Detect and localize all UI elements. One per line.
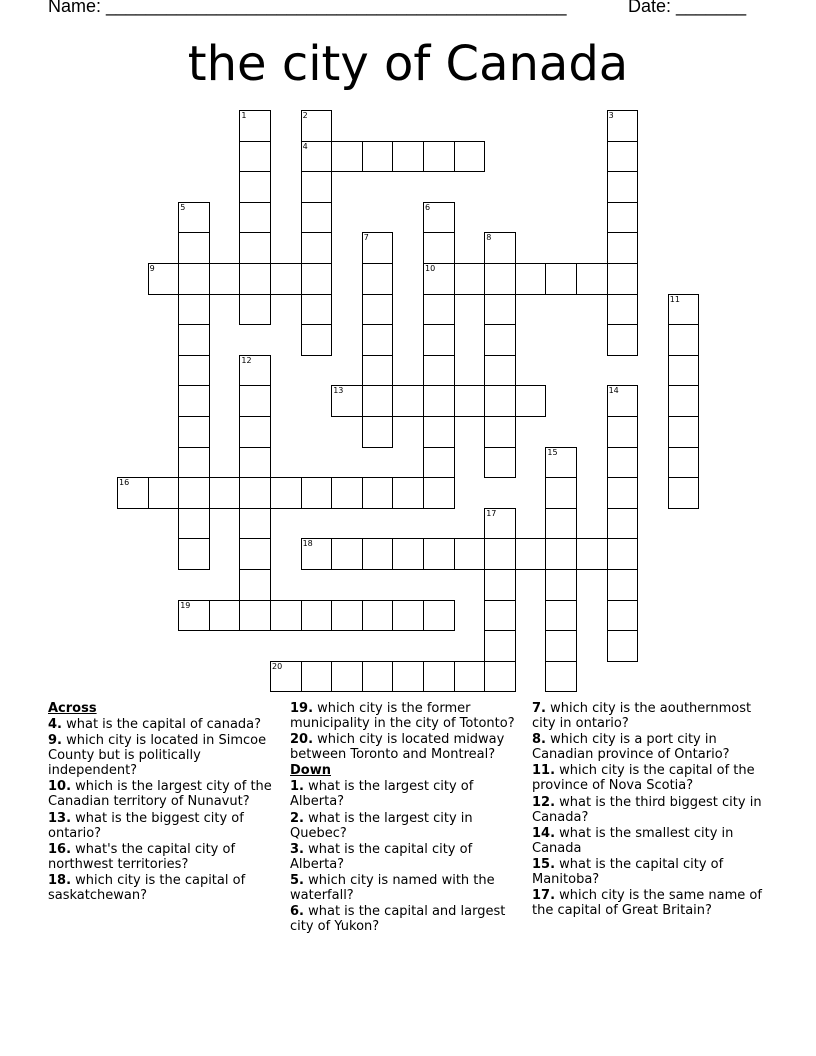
grid-cell[interactable]	[423, 477, 455, 509]
down-clue	[532, 857, 764, 887]
clue-number: 2.	[290, 810, 304, 826]
clue-text: what is the biggest city of ontario?	[48, 810, 244, 841]
clue-number-label: 9	[149, 264, 155, 273]
grid-cell[interactable]	[607, 324, 639, 356]
clue-number: 1.	[290, 779, 304, 795]
grid-cell[interactable]	[545, 477, 577, 509]
down-clue	[290, 811, 522, 841]
grid-cell[interactable]	[239, 171, 271, 203]
grid-cell[interactable]	[209, 600, 241, 632]
clue-text: what is the capital and largest city of Yukon?	[290, 904, 506, 935]
clue-text: what is the capital city of Manitoba?	[532, 856, 724, 887]
grid-cell[interactable]	[301, 171, 333, 203]
grid-cell[interactable]	[607, 141, 639, 173]
grid-cell[interactable]	[392, 141, 424, 173]
grid-cell[interactable]	[484, 355, 516, 387]
clue-number: 7.	[532, 701, 546, 716]
grid-cell[interactable]	[362, 385, 394, 417]
grid-cell[interactable]	[668, 385, 700, 417]
clue-text: what is the smallest city in Canada	[532, 825, 734, 856]
clue-number-label: 15	[547, 447, 558, 457]
grid-cell[interactable]	[607, 385, 639, 417]
grid-cell[interactable]	[607, 508, 639, 540]
grid-cell[interactable]	[423, 416, 455, 448]
grid-cell[interactable]	[239, 600, 271, 632]
clue-text: which city is the same name of the capital of Great Britain?	[532, 888, 762, 919]
grid-cell[interactable]	[392, 600, 424, 632]
grid-cell[interactable]	[607, 569, 639, 601]
grid-cell[interactable]	[607, 477, 639, 509]
grid-cell[interactable]	[423, 661, 455, 693]
grid-cell[interactable]	[423, 232, 455, 264]
grid-cell[interactable]	[301, 324, 333, 356]
grid-cell[interactable]	[362, 416, 394, 448]
grid-cell[interactable]	[178, 508, 210, 540]
grid-cell[interactable]	[423, 447, 455, 479]
down-clue	[532, 701, 764, 731]
grid-cell[interactable]	[301, 202, 333, 234]
grid-cell[interactable]	[484, 569, 516, 601]
clue-number: 5.	[290, 872, 304, 888]
clue-number-label: 4	[302, 141, 308, 151]
down-clue	[290, 904, 522, 934]
clue-text: what is the largest city in Quebec?	[290, 810, 473, 841]
grid-cell[interactable]	[484, 324, 516, 356]
grid-cell[interactable]	[668, 294, 700, 326]
clue-number-label: 14	[608, 386, 619, 396]
across-clue	[48, 717, 280, 732]
grid-cell[interactable]	[607, 171, 639, 203]
clues-column-3	[532, 701, 764, 919]
grid-cell[interactable]	[178, 416, 210, 448]
clue-text: what is the capital city of Alberta?	[290, 841, 473, 872]
grid-cell[interactable]	[484, 416, 516, 448]
grid-cell[interactable]	[178, 202, 210, 234]
clue-text: which city is the aouthernmost city in ontario?	[532, 701, 752, 731]
grid-cell[interactable]	[331, 661, 363, 693]
grid-cell[interactable]	[423, 324, 455, 356]
grid-cell[interactable]	[392, 538, 424, 570]
across-clue	[48, 811, 280, 841]
grid-cell[interactable]	[239, 569, 271, 601]
grid-cell[interactable]	[576, 263, 608, 295]
grid-cell[interactable]	[209, 477, 241, 509]
grid-cell[interactable]	[239, 355, 271, 387]
grid-cell[interactable]	[484, 447, 516, 479]
grid-cell[interactable]	[454, 538, 486, 570]
grid-cell[interactable]	[484, 661, 516, 693]
grid-cell[interactable]	[668, 416, 700, 448]
grid-cell[interactable]	[668, 355, 700, 387]
puzzle-title: the city of Canada	[187, 36, 629, 92]
clue-text: which city is located in Simcoe County but is politically independent?	[48, 733, 267, 779]
grid-cell[interactable]	[545, 538, 577, 570]
grid-cell[interactable]	[239, 110, 271, 142]
grid-cell[interactable]	[362, 324, 394, 356]
grid-cell[interactable]	[607, 538, 639, 570]
down-clue	[290, 779, 522, 809]
grid-cell[interactable]	[362, 600, 394, 632]
clue-number: 13.	[48, 810, 72, 826]
clue-section-heading: Down	[290, 763, 331, 779]
grid-cell[interactable]	[607, 630, 639, 662]
clue-text: which city is named with the waterfall?	[290, 872, 495, 903]
grid-cell[interactable]	[545, 569, 577, 601]
grid-cell[interactable]	[178, 447, 210, 479]
grid-cell[interactable]	[270, 661, 302, 693]
grid-cell[interactable]	[178, 294, 210, 326]
grid-cell[interactable]	[515, 385, 547, 417]
grid-cell[interactable]	[484, 232, 516, 264]
grid-cell[interactable]	[484, 385, 516, 417]
clue-number-label: 17	[486, 508, 497, 518]
grid-cell[interactable]	[484, 508, 516, 540]
grid-cell[interactable]	[607, 600, 639, 632]
grid-cell[interactable]	[607, 202, 639, 234]
grid-cell[interactable]	[484, 538, 516, 570]
grid-cell[interactable]	[607, 232, 639, 264]
clue-number-label: 2	[302, 111, 308, 120]
grid-cell[interactable]	[484, 294, 516, 326]
grid-cell[interactable]	[301, 538, 333, 570]
grid-cell[interactable]	[423, 141, 455, 173]
clue-number: 9.	[48, 733, 62, 749]
across-clue	[48, 779, 280, 809]
grid-cell[interactable]	[362, 477, 394, 509]
grid-cell[interactable]	[362, 661, 394, 693]
across-clue	[48, 873, 280, 903]
clue-number-label: 7	[363, 233, 369, 243]
clue-text: what is the capital of canada?	[61, 717, 262, 732]
clue-number-label: 3	[608, 111, 614, 120]
grid-cell[interactable]	[331, 538, 363, 570]
grid-cell[interactable]	[484, 263, 516, 295]
grid-cell[interactable]	[362, 538, 394, 570]
grid-cell[interactable]	[331, 600, 363, 632]
clue-number-label: 5	[180, 202, 186, 212]
clue-number: 6.	[290, 904, 304, 920]
clue-text: what is the third biggest city in Canada?	[532, 794, 762, 825]
clue-text: which city is the former municipality in the city of Totonto?	[290, 701, 515, 731]
clue-number: 19.	[290, 701, 314, 716]
grid-cell[interactable]	[239, 416, 271, 448]
grid-cell[interactable]	[484, 600, 516, 632]
clue-number-label: 10	[425, 264, 436, 273]
grid-cell[interactable]	[668, 324, 700, 356]
clue-number: 20.	[290, 732, 314, 748]
down-clue	[532, 826, 764, 856]
grid-cell[interactable]	[423, 263, 455, 295]
clue-number-label: 18	[302, 539, 313, 549]
grid-cell[interactable]	[178, 600, 210, 632]
grid-cell[interactable]	[239, 232, 271, 264]
clue-section-heading: Across	[48, 701, 97, 716]
clue-number-label: 6	[425, 202, 431, 212]
grid-cell[interactable]	[239, 447, 271, 479]
clue-number: 8.	[532, 732, 546, 748]
grid-cell[interactable]	[607, 110, 639, 142]
down-clue	[532, 795, 764, 825]
grid-cell[interactable]	[148, 263, 180, 295]
clue-number: 18.	[48, 872, 72, 888]
grid-cell[interactable]	[178, 355, 210, 387]
grid-cell[interactable]	[545, 263, 577, 295]
down-clue	[290, 842, 522, 872]
grid-cell[interactable]	[423, 538, 455, 570]
grid-cell[interactable]	[545, 600, 577, 632]
grid-cell[interactable]	[239, 202, 271, 234]
clue-number: 15.	[532, 856, 556, 872]
clue-text: what is the largest city of Alberta?	[290, 779, 474, 810]
grid-cell[interactable]	[454, 141, 486, 173]
grid-cell[interactable]	[178, 538, 210, 570]
grid-cell[interactable]	[301, 477, 333, 509]
grid-cell[interactable]	[484, 630, 516, 662]
grid-cell[interactable]	[454, 661, 486, 693]
grid-cell[interactable]	[178, 324, 210, 356]
grid-cell[interactable]	[209, 263, 241, 295]
clue-number: 14.	[532, 825, 556, 841]
grid-cell[interactable]	[607, 447, 639, 479]
clue-number: 17.	[532, 888, 556, 904]
grid-cell[interactable]	[362, 141, 394, 173]
clue-number-label: 13	[333, 386, 344, 396]
grid-cell[interactable]	[301, 232, 333, 264]
clue-text: which is the largest city of the Canadian territory of Nunavut?	[48, 779, 272, 810]
grid-cell[interactable]	[270, 263, 302, 295]
grid-cell[interactable]	[239, 538, 271, 570]
grid-cell[interactable]	[423, 355, 455, 387]
grid-cell[interactable]	[545, 447, 577, 479]
grid-cell[interactable]	[117, 477, 149, 509]
across-clue	[48, 842, 280, 872]
grid-cell[interactable]	[301, 110, 333, 142]
grid-cell[interactable]	[362, 263, 394, 295]
clue-number: 11.	[532, 763, 556, 779]
clue-number: 4.	[48, 717, 62, 732]
grid-cell[interactable]	[454, 263, 486, 295]
grid-cell[interactable]	[301, 600, 333, 632]
grid-cell[interactable]	[362, 232, 394, 264]
clue-number: 3.	[290, 841, 304, 857]
clue-number-label: 12	[241, 355, 252, 365]
clue-text: what's the capital city of northwest territories?	[48, 841, 236, 872]
grid-cell[interactable]	[362, 355, 394, 387]
clues-column-1	[48, 701, 280, 904]
grid-cell[interactable]	[331, 141, 363, 173]
clue-number: 10.	[48, 779, 72, 795]
clue-number-label: 20	[272, 661, 283, 671]
clue-number-label: 1	[241, 111, 247, 120]
grid-cell[interactable]	[239, 508, 271, 540]
clue-number-label: 8	[486, 233, 492, 243]
grid-cell[interactable]	[454, 385, 486, 417]
clue-number-label: 11	[669, 294, 680, 304]
grid-cell[interactable]	[545, 508, 577, 540]
across-clue	[290, 701, 522, 731]
date-field-label: Date: _______	[628, 0, 747, 16]
grid-cell[interactable]	[301, 263, 333, 295]
grid-cell[interactable]	[607, 294, 639, 326]
grid-cell[interactable]	[423, 294, 455, 326]
down-clue	[532, 888, 764, 918]
clue-text: which city is located midway between Toronto and Montreal?	[290, 732, 505, 763]
grid-cell[interactable]	[301, 661, 333, 693]
grid-cell[interactable]	[331, 385, 363, 417]
grid-cell[interactable]	[362, 294, 394, 326]
clue-number: 12.	[532, 794, 556, 810]
down-clue	[532, 732, 764, 762]
grid-cell[interactable]	[239, 294, 271, 326]
name-field-label: Name: ______________________________________________	[48, 0, 567, 16]
down-clue	[290, 873, 522, 903]
across-clue	[290, 732, 522, 762]
clue-number: 16.	[48, 841, 72, 857]
grid-cell[interactable]	[607, 416, 639, 448]
grid-cell[interactable]	[239, 141, 271, 173]
clue-text: which city is a port city in Canadian province of Ontario?	[532, 732, 730, 763]
grid-cell[interactable]	[178, 263, 210, 295]
grid-cell[interactable]	[607, 263, 639, 295]
grid-cell[interactable]	[178, 477, 210, 509]
grid-cell[interactable]	[301, 141, 333, 173]
clue-text: which city is the capital of saskatchewan?	[48, 872, 246, 903]
clue-number-label: 19	[180, 600, 191, 610]
grid-cell[interactable]	[576, 538, 608, 570]
grid-cell[interactable]	[515, 263, 547, 295]
grid-cell[interactable]	[331, 477, 363, 509]
grid-cell[interactable]	[239, 263, 271, 295]
grid-cell[interactable]	[392, 385, 424, 417]
grid-cell[interactable]	[301, 294, 333, 326]
grid-cell[interactable]	[178, 385, 210, 417]
grid-cell[interactable]	[668, 477, 700, 509]
down-clue	[532, 763, 764, 793]
grid-cell[interactable]	[178, 232, 210, 264]
grid-cell[interactable]	[392, 661, 424, 693]
grid-cell[interactable]	[545, 630, 577, 662]
clues-column-2	[290, 701, 522, 935]
grid-cell[interactable]	[423, 385, 455, 417]
grid-cell[interactable]	[668, 447, 700, 479]
grid-cell[interactable]	[239, 477, 271, 509]
grid-cell[interactable]	[148, 477, 180, 509]
clue-number-label: 16	[119, 478, 130, 488]
grid-cell[interactable]	[515, 538, 547, 570]
grid-cell[interactable]	[545, 661, 577, 693]
clue-text: which city is the capital of the province of Nova Scotia?	[532, 763, 755, 794]
grid-cell[interactable]	[423, 600, 455, 632]
grid-cell[interactable]	[423, 202, 455, 234]
grid-cell[interactable]	[392, 477, 424, 509]
grid-cell[interactable]	[239, 385, 271, 417]
grid-cell[interactable]	[270, 600, 302, 632]
grid-cell[interactable]	[270, 477, 302, 509]
across-clue	[48, 733, 280, 778]
